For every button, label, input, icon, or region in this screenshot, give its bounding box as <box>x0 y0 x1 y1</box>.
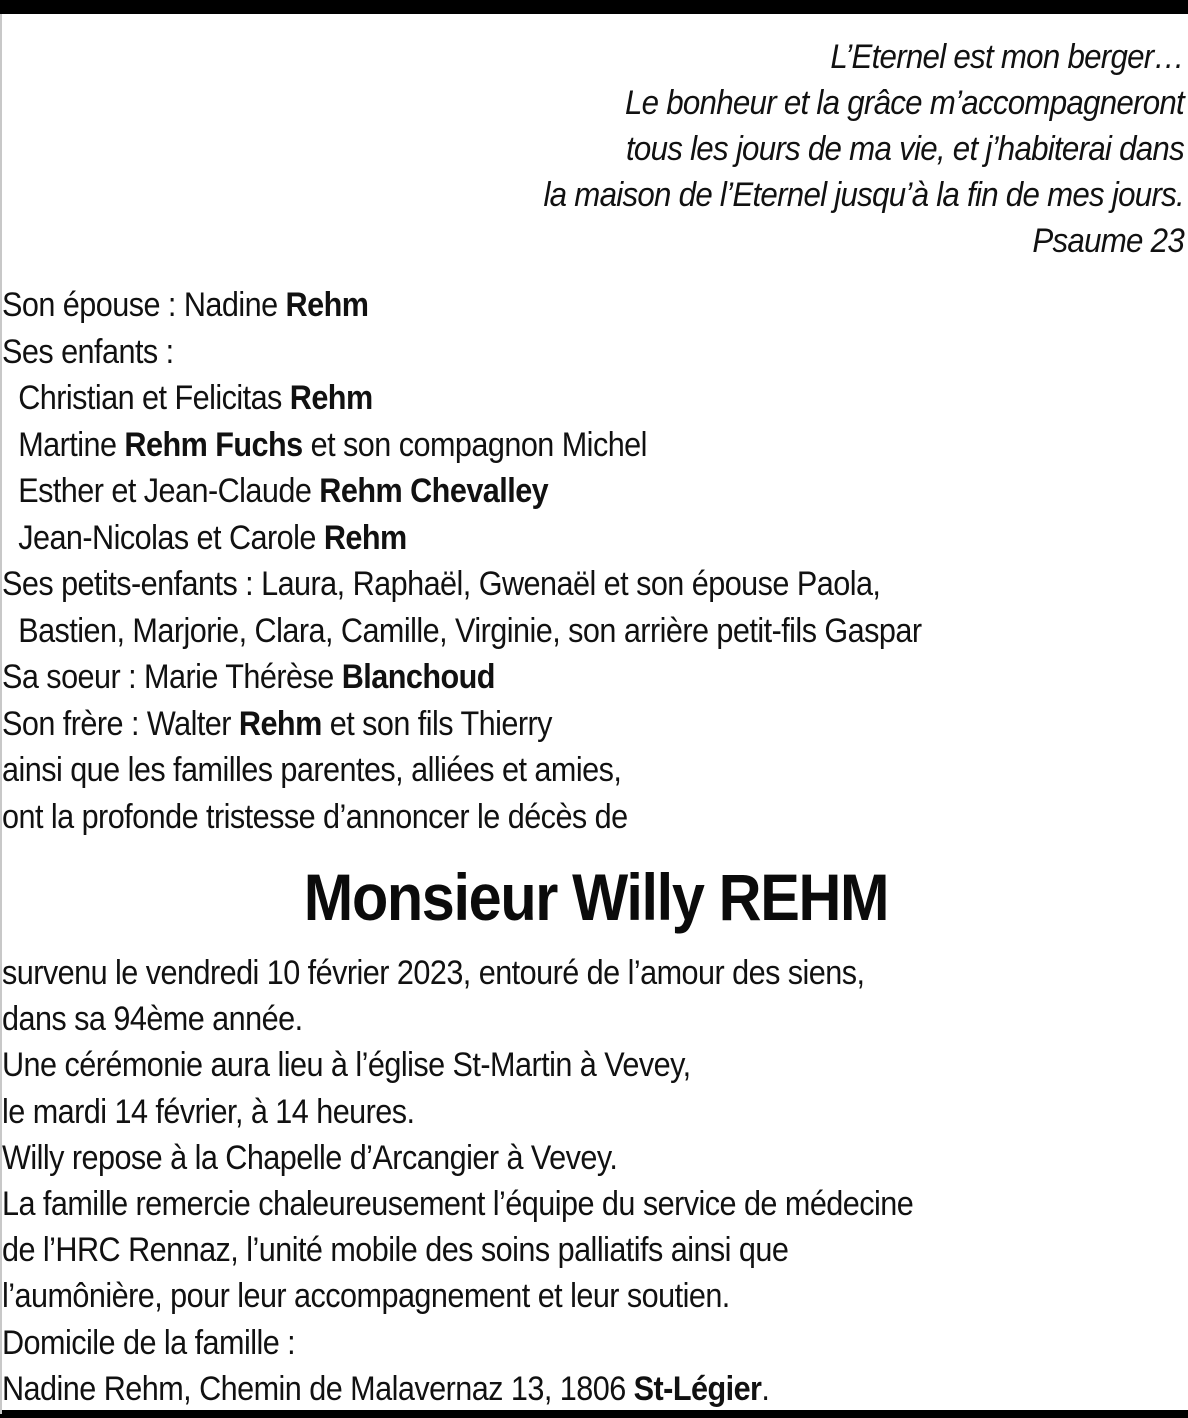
child-names: Esther et Jean-Claude <box>18 472 320 510</box>
ceremony-details <box>2 950 1064 1412</box>
address-prefix: Nadine Rehm, Chemin de Malavernaz 13, 1806 <box>2 1369 634 1408</box>
spouse-label: Son épouse : Nadine <box>2 286 286 324</box>
grandchildren-line: Bastien, Marjorie, Clara, Camille, Virginie, son arrière petit-fils Gaspar <box>18 611 922 650</box>
detail-line: Domicile de la famille : <box>2 1323 296 1362</box>
verse-source: Psaume 23 <box>1032 222 1184 260</box>
child-surname: Rehm <box>323 518 407 557</box>
address-end: . <box>761 1369 770 1408</box>
spouse-line <box>2 282 1064 329</box>
grandchildren-line: Ses petits-enfants : Laura, Raphaël, Gwenaël et son épouse Paola, <box>2 565 881 603</box>
brother-suffix: et son fils Thierry <box>321 704 552 743</box>
obituary-notice <box>0 14 1188 1414</box>
child-names: Martine <box>18 425 125 464</box>
sister-surname: Blanchoud <box>341 658 495 696</box>
brother-surname: Rehm <box>238 704 322 743</box>
child-names: Christian et Felicitas <box>18 379 290 417</box>
detail-line: le mardi 14 février, à 14 heures. <box>2 1092 415 1131</box>
child-surname: Rehm Fuchs <box>124 425 303 464</box>
child-line <box>2 468 1064 515</box>
detail-line: dans sa 94ème année. <box>2 1000 303 1039</box>
detail-line: de l’HRC Rennaz, l’unité mobile des soins palliatifs ainsi que <box>2 1231 789 1270</box>
detail-line: Willy repose à la Chapelle d’Arcangier à Vevey. <box>2 1138 618 1177</box>
verse-line: tous les jours de ma vie, et j’habiterai dans <box>625 130 1184 168</box>
bottom-divider <box>2 1410 1188 1414</box>
deceased-name: Monsieur Willy REHM <box>303 860 889 934</box>
detail-line: l’aumônière, pour leur accompagnement et leur soutien. <box>2 1277 730 1316</box>
psalm-verse <box>356 34 1184 264</box>
address-city: St-Légier <box>633 1369 762 1408</box>
child-suffix: et son compagnon Michel <box>302 425 647 464</box>
verse-line: Le bonheur et la grâce m’accompagneront <box>624 84 1184 122</box>
child-surname: Rehm <box>289 379 373 417</box>
family-list <box>2 282 1064 840</box>
spouse-surname: Rehm <box>285 286 369 324</box>
child-line <box>2 422 1064 469</box>
child-surname: Rehm Chevalley <box>319 472 549 510</box>
detail-line: Une cérémonie aura lieu à l’église St-Martin à Vevey, <box>2 1046 691 1085</box>
brother-line <box>2 701 1064 748</box>
sister-label: Sa soeur : Marie Thérèse <box>2 658 342 696</box>
brother-label: Son frère : Walter <box>2 704 239 743</box>
detail-line: survenu le vendredi 10 février 2023, entouré de l’amour des siens, <box>2 954 865 992</box>
address-line <box>2 1366 1064 1412</box>
relatives-line: ainsi que les familles parentes, alliées et amies, <box>2 751 622 789</box>
child-line <box>2 375 1064 422</box>
sister-line <box>2 654 1064 701</box>
detail-line: La famille remercie chaleureusement l’équipe du service de médecine <box>2 1185 914 1224</box>
child-names: Jean-Nicolas et Carole <box>18 518 324 557</box>
children-label: Ses enfants : <box>2 332 174 371</box>
verse-line: L’Eternel est mon berger… <box>830 38 1184 76</box>
announcement-line: ont la profonde tristesse d’annoncer le décès de <box>2 797 628 836</box>
verse-line: la maison de l’Eternel jusqu’à la fin de mes jours. <box>543 176 1184 214</box>
child-line <box>2 515 1064 562</box>
